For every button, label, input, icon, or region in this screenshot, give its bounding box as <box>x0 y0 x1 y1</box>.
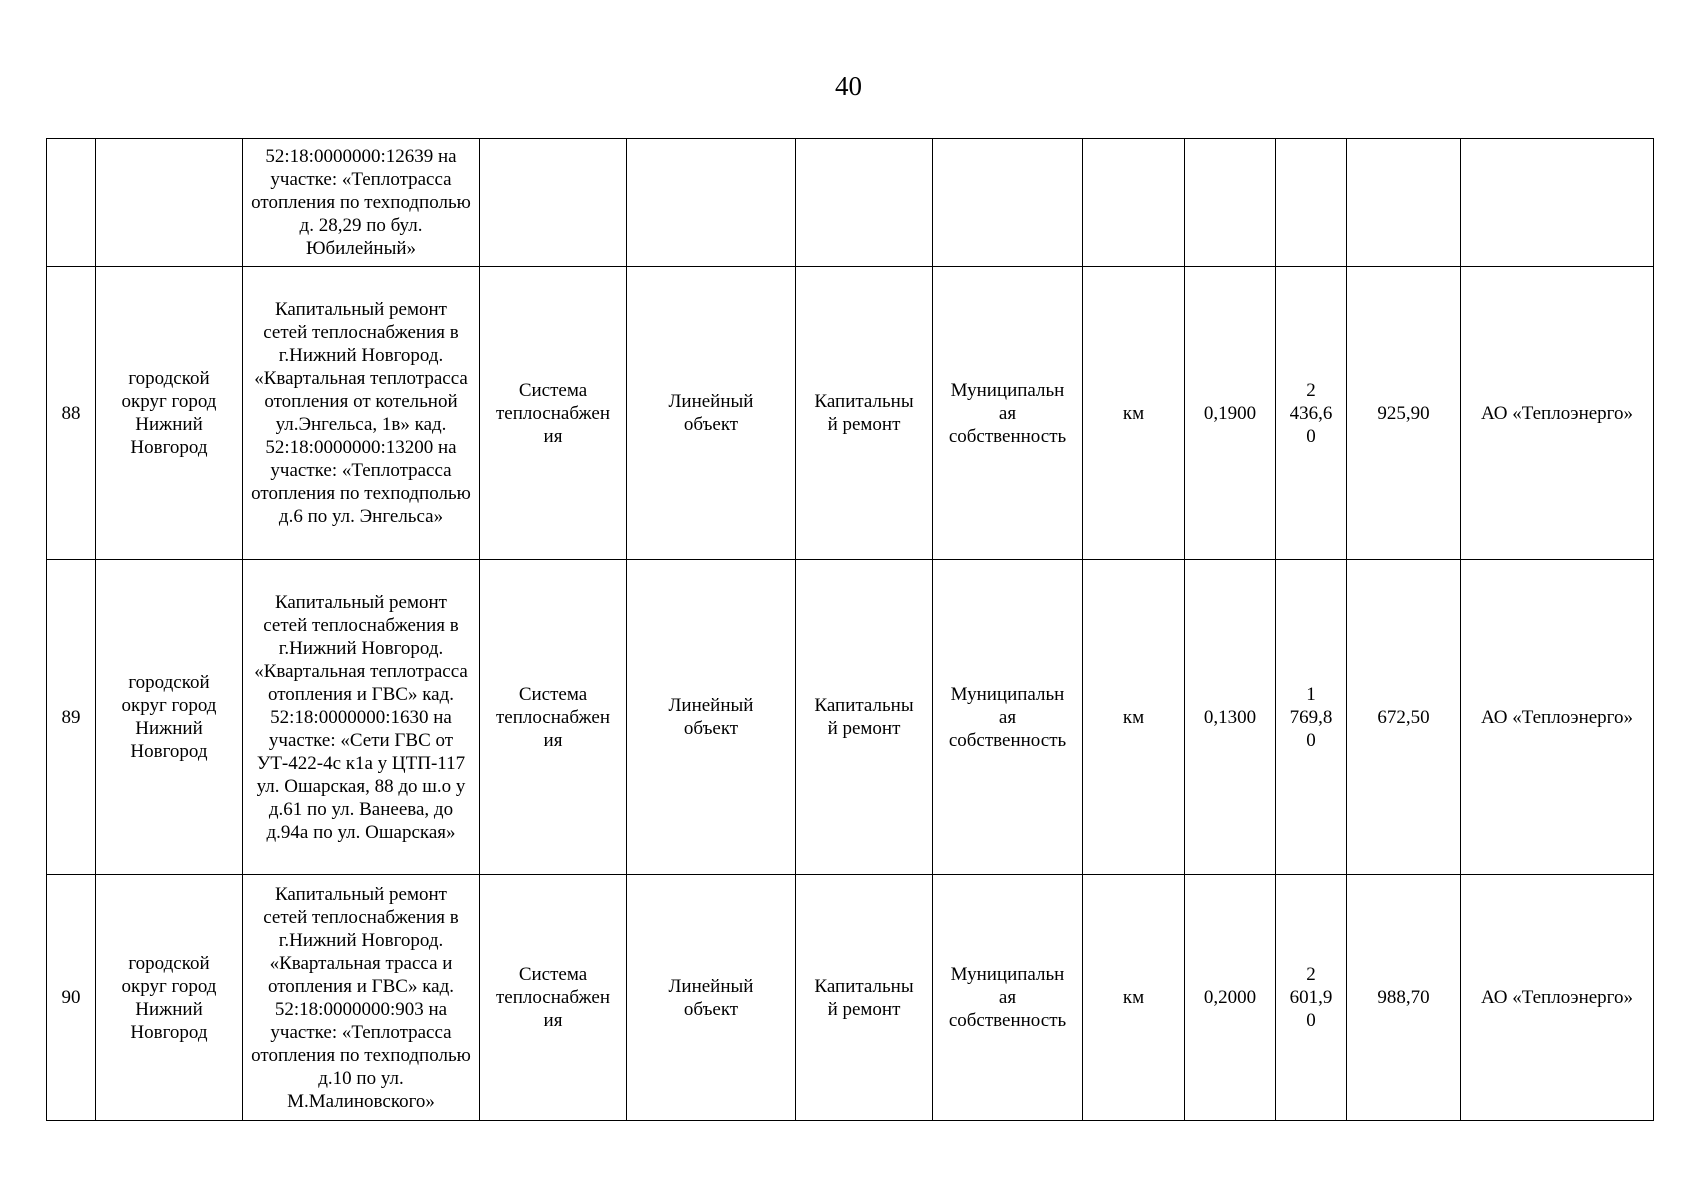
cell-cost-total <box>1276 139 1347 267</box>
cell-work-type <box>796 139 933 267</box>
cell-ownership <box>933 139 1083 267</box>
table-row <box>47 560 1654 875</box>
cell-owner <box>1461 139 1654 267</box>
table-row <box>47 139 1654 267</box>
cell-cost-unit: 988,70 <box>1347 875 1461 1121</box>
cell-system: Система теплоснабжен ия <box>480 875 627 1121</box>
cell-ownership: Муниципальн ая собственность <box>933 267 1083 560</box>
cell-district <box>96 139 243 267</box>
cell-unit: км <box>1083 267 1185 560</box>
cell-object-type <box>627 139 796 267</box>
cell-object-type: Линейный объект <box>627 560 796 875</box>
cell-unit <box>1083 139 1185 267</box>
cell-cost-unit: 925,90 <box>1347 267 1461 560</box>
cell-system: Система теплоснабжен ия <box>480 267 627 560</box>
cell-unit: км <box>1083 560 1185 875</box>
cell-num: 89 <box>47 560 96 875</box>
cell-cost-total: 1 769,8 0 <box>1276 560 1347 875</box>
cell-cost-total: 2 601,9 0 <box>1276 875 1347 1121</box>
cell-object-type: Линейный объект <box>627 267 796 560</box>
cell-num: 90 <box>47 875 96 1121</box>
cell-district: городской округ город Нижний Новгород <box>96 267 243 560</box>
table-row <box>47 267 1654 560</box>
cell-quantity: 0,1300 <box>1185 560 1276 875</box>
cell-quantity <box>1185 139 1276 267</box>
cell-num <box>47 139 96 267</box>
table-row <box>47 875 1654 1121</box>
cell-owner: АО «Теплоэнерго» <box>1461 267 1654 560</box>
cell-system: Система теплоснабжен ия <box>480 560 627 875</box>
cell-work-type: Капитальны й ремонт <box>796 875 933 1121</box>
cell-description: 52:18:0000000:12639 на участке: «Теплотрасса отопления по техподполью д. 28,29 по бул. Юбилейный» <box>243 139 480 267</box>
cell-ownership: Муниципальн ая собственность <box>933 875 1083 1121</box>
works-table <box>46 138 1654 1121</box>
cell-owner: АО «Теплоэнерго» <box>1461 560 1654 875</box>
cell-num: 88 <box>47 267 96 560</box>
cell-cost-unit: 672,50 <box>1347 560 1461 875</box>
cell-description: Капитальный ремонт сетей теплоснабжения в г.Нижний Новгород. «Квартальная теплотрасса отопления от котельной ул.Энгельса, 1в» кад. 52:18:0000000:13200 на участке: «Теплотрасса отопления по техподполью д.6 по ул. Энгельса» <box>243 267 480 560</box>
cell-system <box>480 139 627 267</box>
cell-cost-total: 2 436,6 0 <box>1276 267 1347 560</box>
cell-district: городской округ город Нижний Новгород <box>96 875 243 1121</box>
cell-description: Капитальный ремонт сетей теплоснабжения в г.Нижний Новгород. «Квартальная теплотрасса отопления и ГВС» кад. 52:18:0000000:1630 на участке: «Сети ГВС от УТ-422-4с к1а у ЦТП-117 ул. Ошарская, 88 до ш.о у д.61 по ул. Ванеева, до д.94а по ул. Ошарская» <box>243 560 480 875</box>
cell-district: городской округ город Нижний Новгород <box>96 560 243 875</box>
cell-description: Капитальный ремонт сетей теплоснабжения в г.Нижний Новгород. «Квартальная трасса и отопления и ГВС» кад. 52:18:0000000:903 на участке: «Теплотрасса отопления по техподполью д.10 по ул. М.Малиновского» <box>243 875 480 1121</box>
cell-cost-unit <box>1347 139 1461 267</box>
page-number: 40 <box>835 71 862 101</box>
cell-work-type: Капитальны й ремонт <box>796 267 933 560</box>
cell-ownership: Муниципальн ая собственность <box>933 560 1083 875</box>
cell-owner: АО «Теплоэнерго» <box>1461 875 1654 1121</box>
cell-unit: км <box>1083 875 1185 1121</box>
cell-quantity: 0,1900 <box>1185 267 1276 560</box>
cell-work-type: Капитальны й ремонт <box>796 560 933 875</box>
cell-quantity: 0,2000 <box>1185 875 1276 1121</box>
cell-object-type: Линейный объект <box>627 875 796 1121</box>
